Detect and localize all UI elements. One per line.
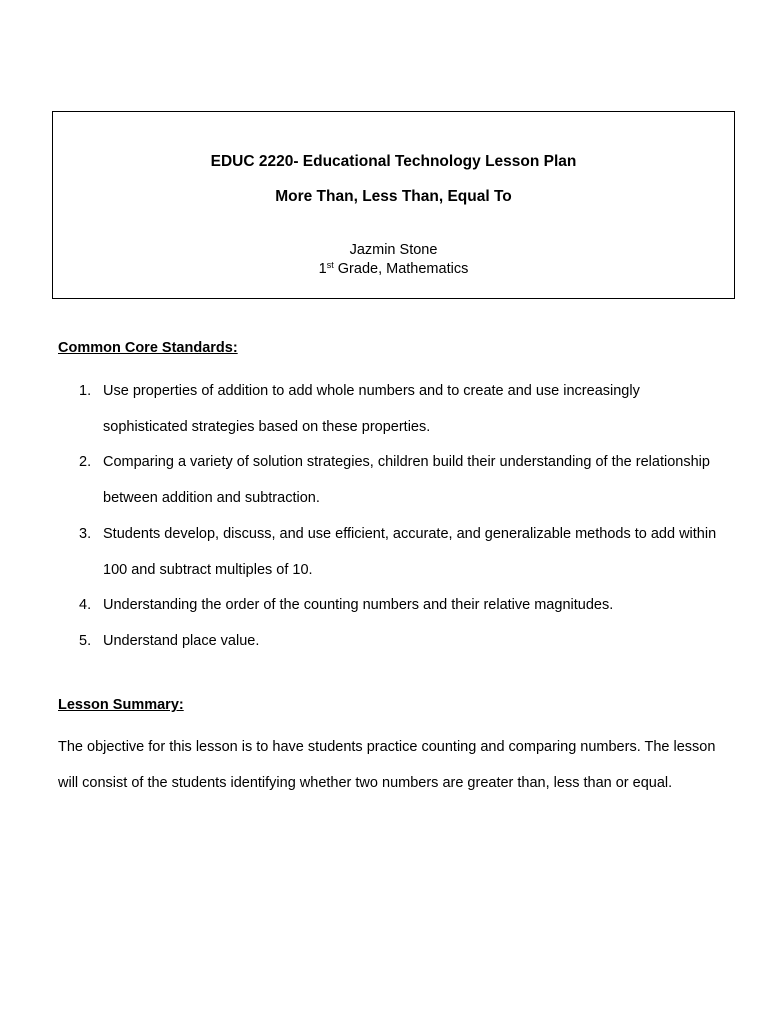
standard-item: [58, 445, 718, 516]
standards-heading: Common Core Standards:: [58, 340, 238, 356]
grade-number: 1: [318, 261, 327, 277]
standard-text: Students develop, discuss, and use efficient, accurate, and generalizable methods to add within 100 and subtract multiples of 10.: [103, 525, 717, 578]
standard-item: [58, 517, 718, 588]
document-subtitle: More Than, Less Than, Equal To: [275, 188, 512, 205]
standard-number: 3.: [79, 525, 92, 542]
standard-text: Understand place value.: [103, 632, 260, 649]
standard-number: 5.: [79, 632, 92, 649]
standard-item: [58, 374, 718, 445]
author-name: Jazmin Stone: [349, 242, 438, 258]
standard-number: 4.: [79, 597, 92, 614]
standard-number: 2.: [79, 454, 92, 471]
standard-item: [58, 624, 718, 660]
summary-heading: Lesson Summary:: [58, 697, 184, 713]
grade-subject-text: Grade, Mathematics: [333, 261, 469, 277]
standard-text: Comparing a variety of solution strategies, children build their understanding of the relationship between addition and subtraction.: [103, 454, 710, 507]
grade-subject: [53, 260, 734, 279]
title-box: [52, 111, 735, 299]
standard-number: 1.: [79, 383, 92, 399]
summary-paragraph: The objective for this lesson is to have students practice counting and comparing numbers. The lesson will consist of the students identifying whether two numbers are greater than, less than or equal.: [58, 739, 716, 791]
standard-item: [58, 588, 718, 624]
standards-list: [58, 374, 718, 660]
standard-text: Understanding the order of the counting numbers and their relative magnitudes.: [103, 597, 614, 614]
document-title: EDUC 2220- Educational Technology Lesson Plan: [210, 153, 577, 170]
grade-ordinal-suffix: st: [326, 260, 334, 270]
standard-text: Use properties of addition to add whole numbers and to create and use increasingly sophisticated strategies based on these properties.: [103, 383, 640, 435]
